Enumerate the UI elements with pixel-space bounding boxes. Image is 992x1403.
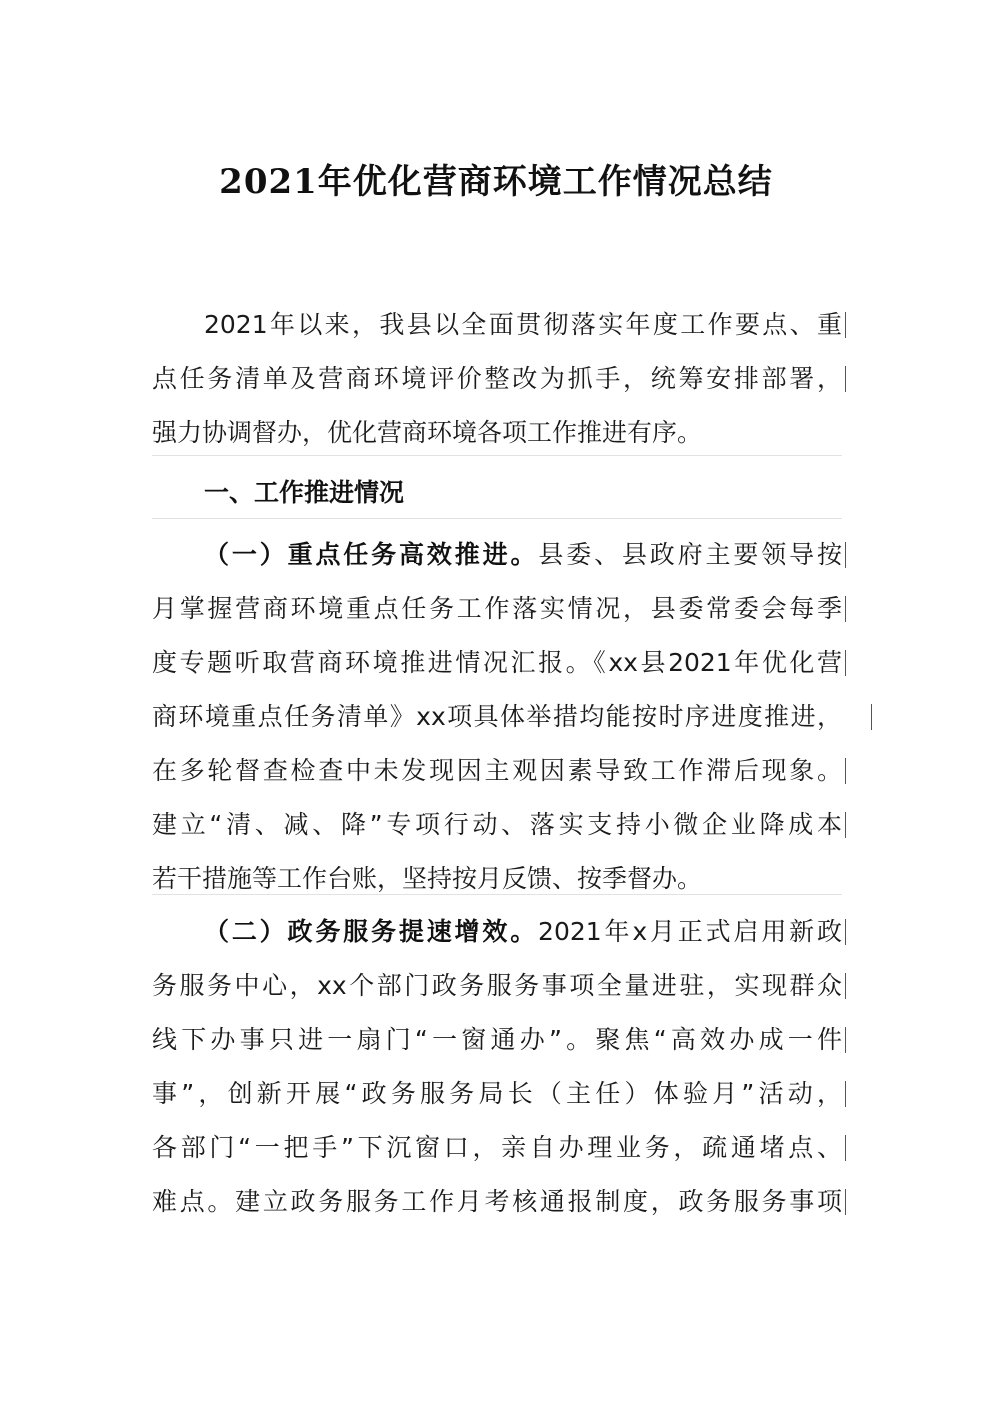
item-2-line-2-text: 务服务中心，xx个部门政务服务事项全量进驻，实现群众 xyxy=(152,971,842,1000)
intro-paragraph xyxy=(152,298,842,460)
section-1-heading: 一、工作推进情况 xyxy=(204,478,405,507)
intro-line-1-text: 2021年以来，我县以全面贯彻落实年度工作要点、重 xyxy=(204,310,842,339)
item-2-line-5-text: 各部门“一把手”下沉窗口，亲自办理业务，疏通堵点、 xyxy=(152,1133,842,1162)
item-1-line-3 xyxy=(152,636,842,690)
item-1-line-6 xyxy=(152,798,842,852)
margin-bar xyxy=(845,1027,846,1053)
item-1-first-rest: 县委、县政府主要领导按 xyxy=(538,540,842,569)
item-2-line-1 xyxy=(152,905,842,959)
intro-line-2-text: 点任务清单及营商环境评价整改为抓手，统筹安排部署， xyxy=(152,364,842,393)
margin-bar xyxy=(845,758,846,784)
item-1-line-2 xyxy=(152,582,842,636)
item-2-line-3-text: 线下办事只进一扇门“一窗通办”。聚焦“高效办成一件 xyxy=(152,1025,842,1054)
section-1 xyxy=(152,466,842,520)
item-1-line-4 xyxy=(152,690,842,744)
item-1-line-5 xyxy=(152,744,842,798)
margin-bar xyxy=(845,312,846,338)
margin-bar xyxy=(845,812,846,838)
margin-bar xyxy=(845,366,846,392)
item-1-lead: （一）重点任务高效推进。 xyxy=(204,540,539,569)
margin-bar xyxy=(845,650,846,676)
item-2-line-4 xyxy=(152,1067,842,1121)
margin-bar xyxy=(845,973,846,999)
margin-bar xyxy=(871,704,872,730)
item-2-first-rest: 2021年x月正式启用新政 xyxy=(538,917,842,946)
item-1-paragraph xyxy=(152,528,842,906)
intro-line-1 xyxy=(152,298,842,352)
document-title: 2021年优化营商环境工作情况总结 xyxy=(219,162,773,202)
item-1-line-5-text: 在多轮督查检查中未发现因主观因素导致工作滞后现象。 xyxy=(152,756,842,785)
paragraph-divider xyxy=(152,894,842,895)
item-2-lead: （二）政务服务提速增效。 xyxy=(204,917,539,946)
margin-bar xyxy=(845,1135,846,1161)
item-1-line-7: 若干措施等工作台账，坚持按月反馈、按季督办。 xyxy=(152,864,703,893)
item-2-line-3 xyxy=(152,1013,842,1067)
item-1-line-4-text: 商环境重点任务清单》xx项具体举措均能按时序进度推进， xyxy=(152,702,842,731)
item-1-line-2-text: 月掌握营商环境重点任务工作落实情况，县委常委会每季 xyxy=(152,594,842,623)
margin-bar xyxy=(845,1081,846,1107)
paragraph-divider xyxy=(152,518,842,519)
item-2-paragraph xyxy=(152,905,842,1229)
item-1-line-3-text: 度专题听取营商环境推进情况汇报。《xx县2021年优化营 xyxy=(152,648,842,677)
item-2-line-6-text: 难点。建立政务服务工作月考核通报制度，政务服务事项 xyxy=(152,1187,842,1216)
item-1-line-6-text: 建立“清、减、降”专项行动、落实支持小微企业降成本 xyxy=(152,810,842,839)
item-2-line-2 xyxy=(152,959,842,1013)
paragraph-divider xyxy=(152,455,842,456)
item-2-line-6 xyxy=(152,1175,842,1229)
margin-bar xyxy=(845,1189,846,1215)
item-2-line-5 xyxy=(152,1121,842,1175)
margin-bar xyxy=(845,542,846,568)
intro-line-3: 强力协调督办，优化营商环境各项工作推进有序。 xyxy=(152,418,703,447)
item-2-line-4-text: 事”，创新开展“政务服务局长（主任）体验月”活动， xyxy=(152,1079,842,1108)
margin-bar xyxy=(845,919,846,945)
intro-line-2 xyxy=(152,352,842,406)
margin-bar xyxy=(845,596,846,622)
item-1-line-1 xyxy=(152,528,842,582)
